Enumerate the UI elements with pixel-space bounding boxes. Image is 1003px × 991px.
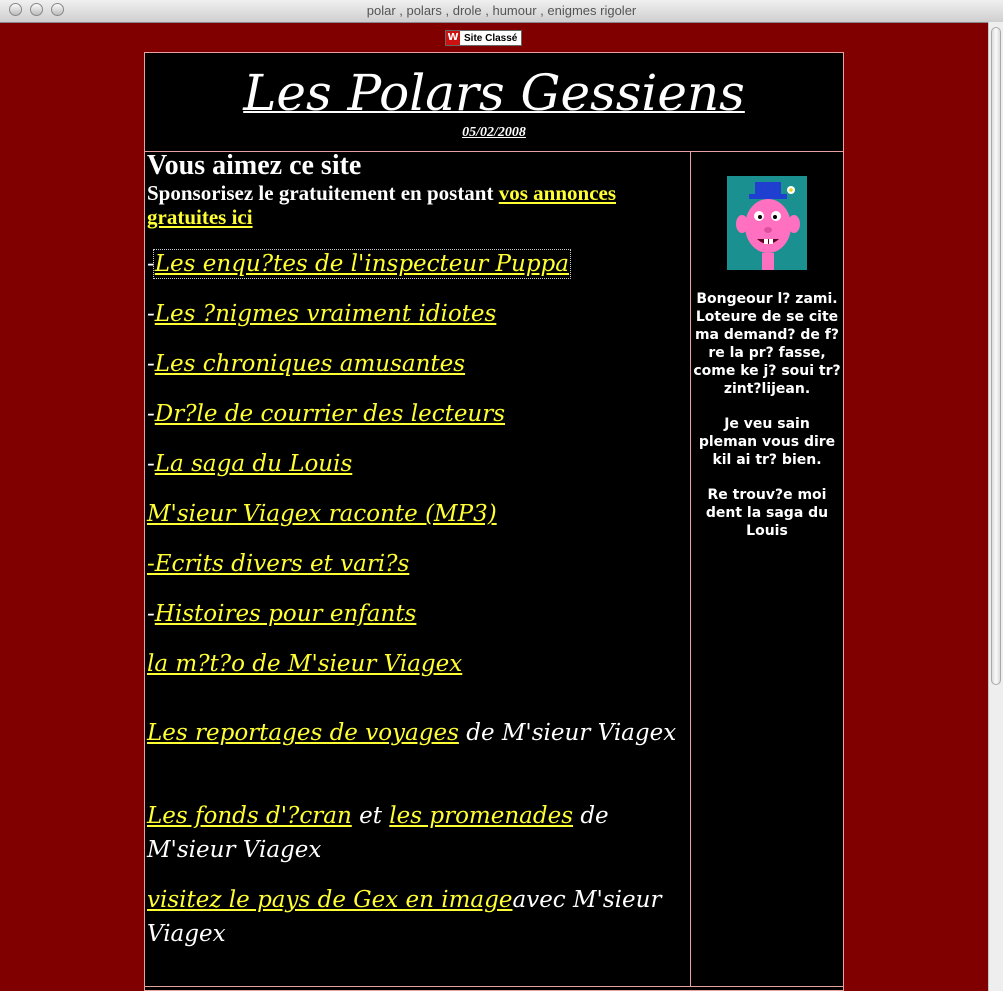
reportages-paragraph — [147, 716, 687, 750]
fonds-and-text: et — [351, 803, 390, 829]
page-header — [145, 53, 843, 152]
promenades-link[interactable]: les promenades — [389, 803, 574, 829]
histoires-link[interactable]: Histoires pour enfants — [154, 601, 417, 627]
courrier-link[interactable]: Dr?le de courrier des lecteurs — [154, 401, 506, 427]
sidebar-text-2: Je veu sain pleman vous dire kil ai tr? bien. — [698, 416, 836, 468]
site-title: Les Polars Gessiens — [243, 64, 745, 122]
reportages-link[interactable]: Les reportages de voyages — [147, 720, 459, 746]
sponsor-text-label: Sponsorisez le gratuitement en postant — [147, 181, 499, 205]
nav-item-histoires — [147, 599, 416, 629]
promenades-suffix: de M'sieur Viagex — [147, 803, 609, 863]
header-date: 05/02/2008 — [462, 125, 526, 140]
site-classe-badge[interactable] — [445, 30, 522, 46]
mp3-link[interactable]: M'sieur Viagex raconte (MP3) — [147, 501, 497, 527]
sidebar — [691, 151, 843, 557]
nav-dash: - — [147, 301, 155, 327]
sidebar-text-1: Bongeour l? zami. Loteure de se cite ma demand? de f?re la pr? fasse, come ke j? soui tr? zint?lijean. — [693, 291, 841, 397]
vertical-scrollbar[interactable] — [988, 22, 1003, 991]
reportages-suffix: de M'sieur Viagex — [458, 720, 677, 746]
sponsor-text — [147, 181, 687, 229]
window-title: polar , polars , drole , humour , enigmes rigoler — [366, 3, 637, 18]
window-titlebar — [0, 0, 1003, 23]
puppa-link[interactable]: Les enqu?tes de l'inspecteur Puppa — [154, 251, 569, 277]
nav-item-chroniques — [147, 349, 465, 379]
nav-item-meteo — [147, 649, 462, 679]
fonds-paragraph — [147, 799, 687, 867]
nav-dash: - — [147, 251, 155, 277]
site-classe-label: Site Classé — [464, 32, 518, 44]
main-panel — [144, 52, 844, 991]
nav-item-courrier — [147, 399, 505, 429]
nav-item-mp3 — [147, 499, 497, 529]
gex-link[interactable]: visitez le pays de Gex en image — [147, 887, 513, 913]
content-column — [145, 151, 691, 986]
fonds-link[interactable]: Les fonds d'?cran — [147, 803, 352, 829]
nav-item-saga — [147, 449, 352, 479]
saga-link[interactable]: La saga du Louis — [154, 451, 353, 477]
annonces-link[interactable]: vos annonces gratuites ici — [147, 181, 617, 229]
chroniques-link[interactable]: Les chroniques amusantes — [154, 351, 466, 377]
nav-dash: - — [147, 401, 155, 427]
nav-dash: - — [147, 451, 155, 477]
nav-dash: - — [147, 601, 155, 627]
enigmes-link[interactable]: Les ?nigmes vraiment idiotes — [154, 301, 497, 327]
nav-dash: - — [147, 351, 155, 377]
gex-paragraph — [147, 883, 687, 951]
gex-suffix: avec M'sieur Viagex — [147, 887, 662, 947]
scrollbar-thumb[interactable] — [991, 27, 1001, 685]
sidebar-text-3: Re trouv?e moi dent la saga du Louis — [705, 487, 829, 539]
sponsor-heading: Vous aimez ce site — [147, 150, 362, 181]
ecrits-link[interactable]: -Ecrits divers et vari?s — [147, 551, 410, 577]
meteo-link[interactable]: la m?t?o de M'sieur Viagex — [147, 651, 463, 677]
nav-item-ecrits — [147, 549, 409, 579]
mascot-icon — [727, 176, 807, 270]
footer-divider — [145, 986, 843, 987]
nav-item-puppa — [147, 249, 569, 279]
nav-item-enigmes — [147, 299, 496, 329]
site-classe-logo-icon: W — [447, 32, 459, 43]
